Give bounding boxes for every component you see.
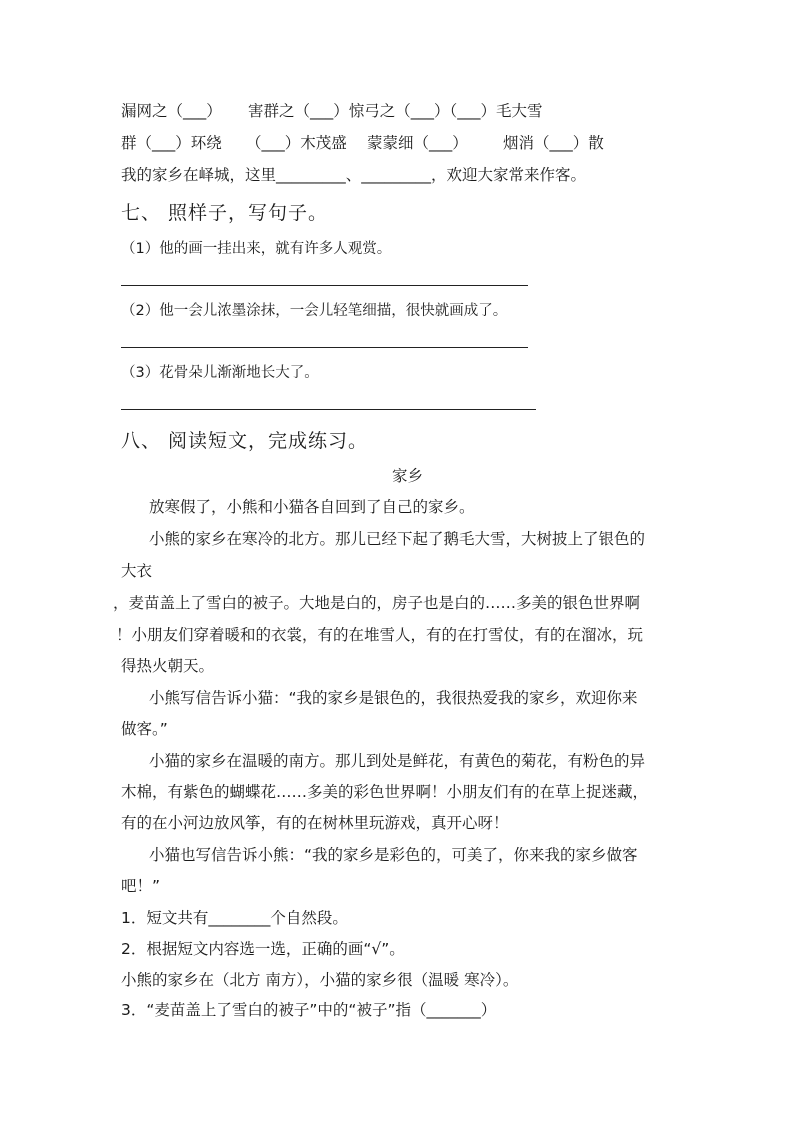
idiom-blank-1: 漏网之（___） xyxy=(121,102,222,120)
idiom-blank-5: 蒙蒙细（___） xyxy=(367,134,468,152)
idiom-blank-2: 害群之（___）惊弓之（___）（___）毛大雪 xyxy=(248,102,543,120)
idiom-blank-6: 烟消（___）散 xyxy=(503,134,604,152)
idiom-blank-3: 群（___）环绕 xyxy=(121,134,222,152)
idiom-blank-4: （___）木茂盛 xyxy=(246,134,347,152)
answer-line-2 xyxy=(121,347,528,348)
passage-line: ！小朋友们穿着暖和的衣裳，有的在堆雪人，有的在打雪仗，有的在溜冰，玩 xyxy=(116,626,644,644)
passage-line: ，麦苗盖上了雪白的被子。大地是白的，房子也是白的……多美的银色世界啊 xyxy=(113,594,641,612)
passage-line: 有的在小河边放风筝，有的在树林里玩游戏，真开心呀！ xyxy=(121,814,509,832)
passage-title: 家乡 xyxy=(392,467,424,485)
question-2-options: 小熊的家乡在（北方 南方），小猫的家乡很（温暖 寒冷）。 xyxy=(121,971,519,989)
passage-line: 做客。” xyxy=(121,720,168,738)
section7-heading: 七、 照样子，写句子。 xyxy=(121,202,329,224)
hometown-fill-sentence: 我的家乡在峄城，这里_________、_________，欢迎大家常来作客。 xyxy=(121,166,587,184)
section7-item-1: （1）他的画一挂出来，就有许多人观赏。 xyxy=(121,241,392,257)
question-1: 1．短文共有________个自然段。 xyxy=(121,909,348,927)
passage-line: 得热火朝天。 xyxy=(121,657,215,675)
passage-line: 木棉，有紫色的蝴蝶花……多美的彩色世界啊！小朋友们有的在草上捉迷藏， xyxy=(121,783,649,801)
passage-line: 小猫也写信告诉小熊：“我的家乡是彩色的，可美了，你来我的家乡做客 xyxy=(149,846,638,864)
section8-heading: 八、 阅读短文，完成练习。 xyxy=(121,430,369,452)
question-2: 2．根据短文内容选一选，正确的画“√”。 xyxy=(121,940,405,958)
answer-line-1 xyxy=(121,285,528,286)
passage-line: 小猫的家乡在温暖的南方。那儿到处是鲜花，有黄色的菊花，有粉色的异 xyxy=(149,752,646,770)
section7-item-3: （3）花骨朵儿渐渐地长大了。 xyxy=(121,365,319,381)
passage-line: 小熊写信告诉小猫：“我的家乡是银色的，我很热爱我的家乡，欢迎你来 xyxy=(149,689,638,707)
passage-line: 大衣 xyxy=(121,562,153,580)
question-3: 3．“麦苗盖上了雪白的被子”中的“被子”指（_______） xyxy=(121,1001,497,1019)
answer-line-3 xyxy=(121,409,536,410)
passage-line: 放寒假了，小熊和小猫各自回到了自己的家乡。 xyxy=(149,498,475,516)
section7-item-2: （2）他一会儿浓墨涂抹，一会儿轻笔细描，很快就画成了。 xyxy=(121,303,508,319)
passage-line: 小熊的家乡在寒冷的北方。那儿已经下起了鹅毛大雪，大树披上了银色的 xyxy=(149,530,646,548)
passage-line: 吧！” xyxy=(121,877,161,895)
